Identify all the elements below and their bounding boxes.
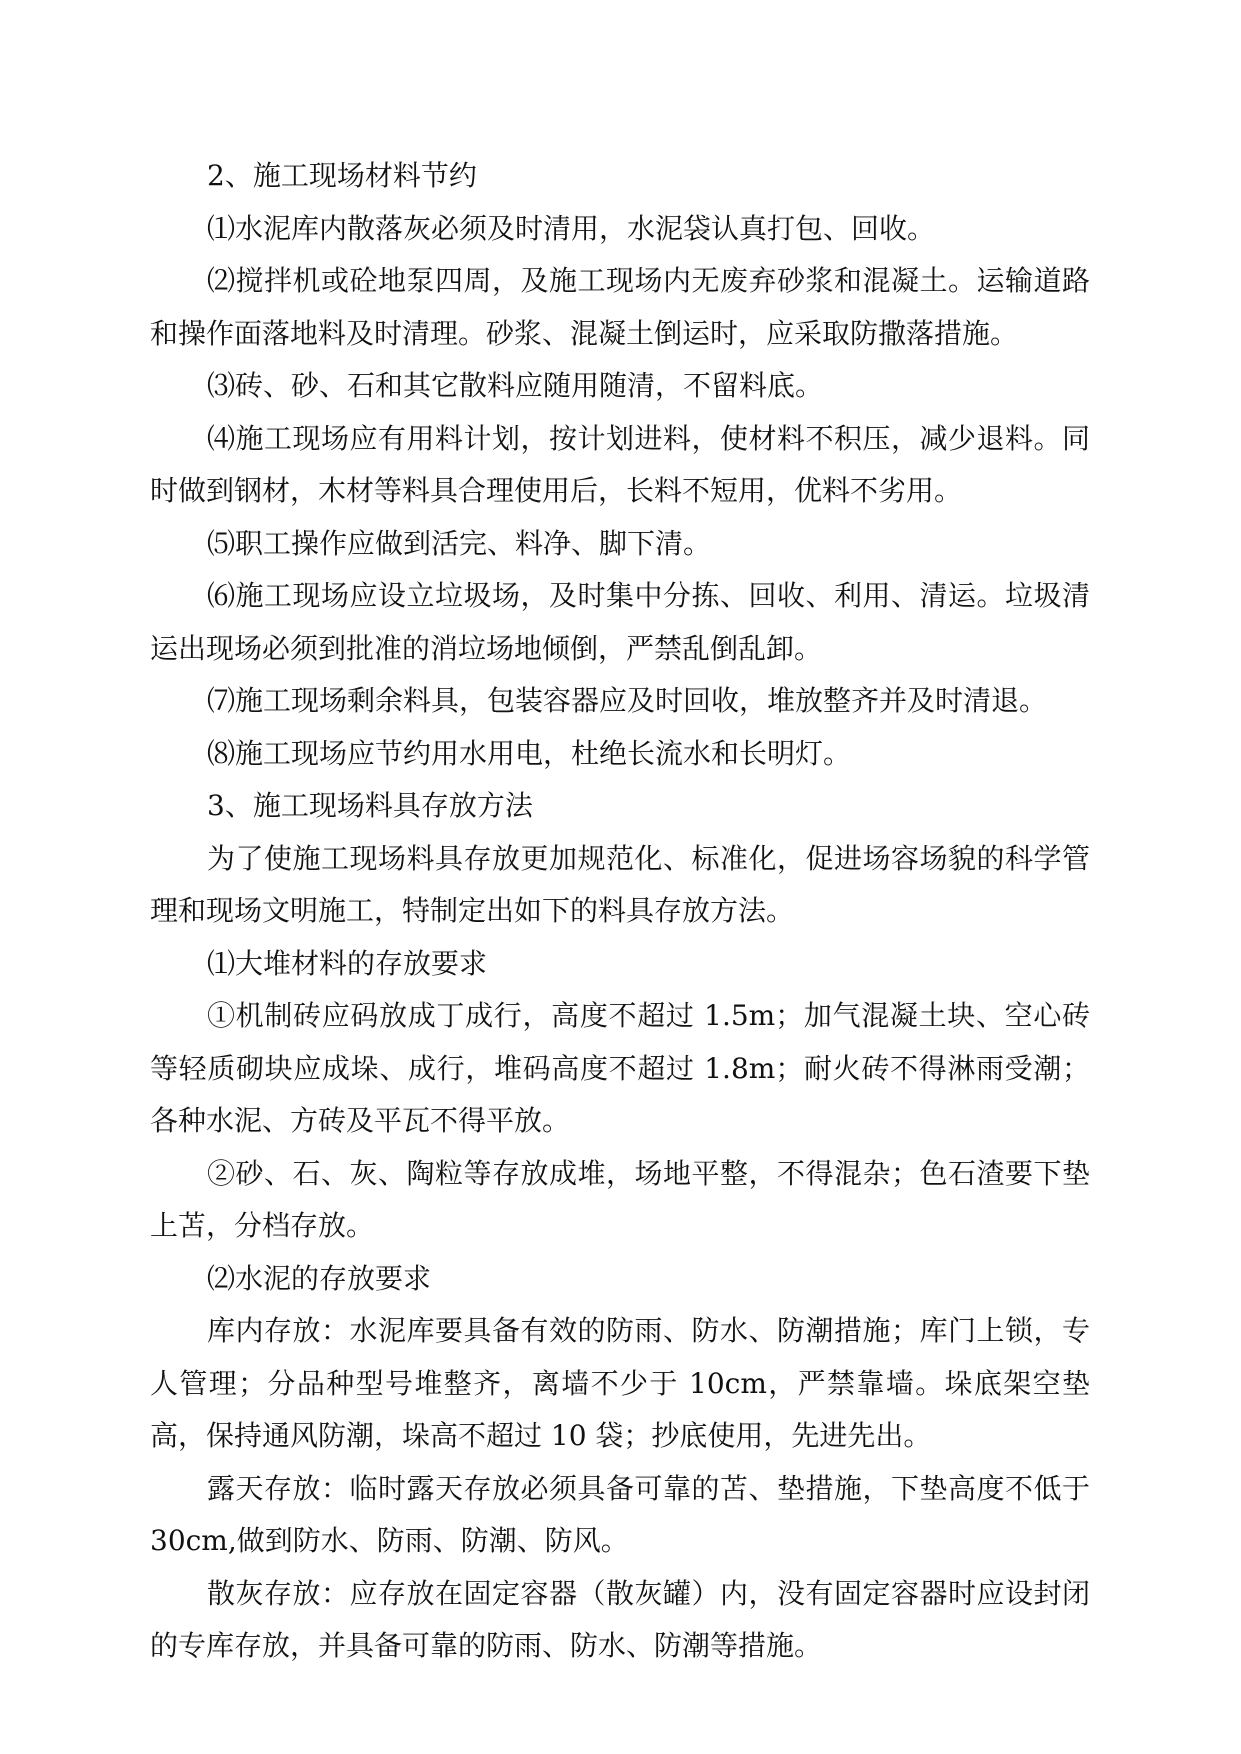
- paragraph-item-5: ⑸职工操作应做到活完、料净、脚下清。: [207, 526, 712, 560]
- section-heading-storage-methods: 3、施工现场料具存放方法: [207, 789, 533, 822]
- paragraph-item-2: ⑵搅拌机或砼地泵四周，及施工现场内无废弃砂浆和混凝土。运输道路和操作面落地料及时清理。砂浆、混凝土倒运时，应采取防撒落措施。: [150, 264, 1090, 350]
- paragraph-item-8: ⑻施工现场应节约用水用电，杜绝长流水和长明灯。: [207, 736, 852, 770]
- paragraph-bulk-item-1: ①机制砖应码放成丁成行，高度不超过 1.5m；加气混凝土块、空心砖等轻质砌块应成垛、成行，堆码高度不超过 1.8m；耐火砖不得淋雨受潮；各种水泥、方砖及平瓦不得平放。: [150, 999, 1090, 1137]
- paragraph-item-1: ⑴水泥库内散落灰必须及时清用，水泥袋认真打包、回收。: [207, 211, 936, 245]
- paragraph-item-3: ⑶砖、砂、石和其它散料应随用随清，不留料底。: [207, 369, 824, 402]
- section-heading-material-saving: 2、施工现场材料节约: [207, 159, 477, 192]
- paragraph-indoor-storage: 库内存放：水泥库要具备有效的防雨、防水、防潮措施；库门上锁，专人管理；分品种型号堆整齐，离墙不少于 10cm，严禁靠墙。垛底架空垫高，保持通风防潮，垛高不超过 10 袋；抄底使用，先进先出。: [150, 1314, 1090, 1452]
- paragraph-intro: 为了使施工现场料具存放更加规范化、标准化，促进场容场貌的科学管理和现场文明施工，特制定出如下的料具存放方法。: [150, 841, 1090, 927]
- subheading-bulk-materials: ⑴大堆材料的存放要求: [207, 946, 488, 980]
- paragraph-outdoor-storage: 露天存放：临时露天存放必须具备可靠的苫、垫措施，下垫高度不低于 30cm,做到防水、防雨、防潮、防风。: [150, 1471, 1090, 1557]
- paragraph-bulk-item-2: ②砂、石、灰、陶粒等存放成堆，场地平整，不得混杂；色石渣要下垫上苫，分档存放。: [150, 1156, 1090, 1242]
- document-body: [150, 150, 1090, 1673]
- paragraph-item-7: ⑺施工现场剩余料具，包装容器应及时回收，堆放整齐并及时清退。: [207, 684, 1048, 717]
- paragraph-item-6: ⑹施工现场应设立垃圾场，及时集中分拣、回收、利用、清运。垃圾清运出现场必须到批准的消垃场地倾倒，严禁乱倒乱卸。: [150, 579, 1090, 665]
- subheading-cement-storage: ⑵水泥的存放要求: [207, 1261, 432, 1295]
- paragraph-item-4: ⑷施工现场应有用料计划，按计划进料，使材料不积压，减少退料。同时做到钢材，木材等料具合理使用后，长料不短用，优料不劣用。: [150, 421, 1090, 507]
- paragraph-bulk-cement-storage: 散灰存放：应存放在固定容器（散灰罐）内，没有固定容器时应设封闭的专库存放，并具备可靠的防雨、防水、防潮等措施。: [150, 1576, 1090, 1662]
